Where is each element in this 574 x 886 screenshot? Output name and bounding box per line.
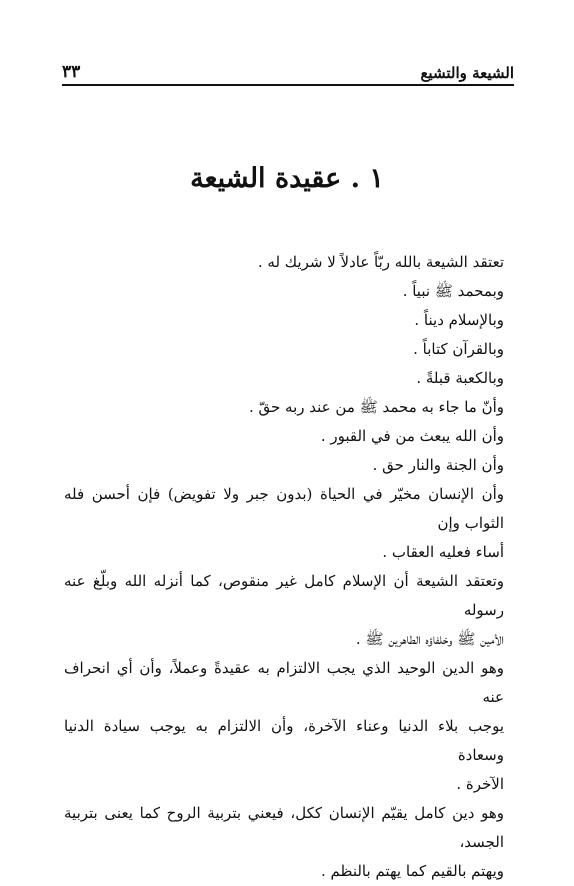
paragraph-book: وبالقرآن كتاباً . — [413, 340, 504, 358]
paragraph-paradise-hell: وأن الجنة والنار حق . — [372, 456, 504, 474]
paragraph-complete-religion-end: ويهتم بالقيم كما يهتم بالنظم . — [321, 862, 504, 880]
paragraph-free-will-end: أساء فعليه العقاب . — [382, 543, 504, 561]
running-header — [62, 60, 514, 84]
running-title: الشيعة والتشيع — [420, 64, 514, 82]
paragraph-belief-in-god: تعتقد الشيعة بالله ربّاً عادلاً لا شريك له . — [257, 253, 504, 271]
paragraph-resurrection: وأن الله يبعث من في القبور . — [320, 427, 504, 445]
paragraph-religion: وبالإسلام ديناً . — [414, 311, 504, 329]
paragraph-commitment: وهو الدين الوحيد الذي يجب الالتزام به عقيدةً وعملاً، وأن أي انحراف عنه — [64, 659, 504, 706]
header-rule — [62, 84, 514, 86]
chapter-title: ١ . عقيدة الشيعة — [190, 163, 384, 194]
paragraph-islam-complete-end: الأمين ﷺ وخلفاؤه الطاهرين ﷺ . — [355, 630, 504, 648]
paragraph-commitment-end: الآخرة . — [456, 775, 504, 793]
paragraph-complete-religion: وهو دين كامل يقيّم الإنسان ككل، فيعني بتربية الروح كما يعنى بتربية الجسد، — [64, 804, 504, 851]
paragraph-qibla: وبالكعبة قبلةً . — [416, 369, 504, 387]
paragraph-free-will: وأن الإنسان مخيّر في الحياة (بدون جبر ولا تفويض) فإن أحسن فله الثواب وإن — [64, 485, 504, 532]
page-number: ٣٣ — [62, 62, 81, 82]
paragraph-prophet: وبمحمد ﷺ نبياً . — [402, 282, 504, 300]
paragraph-revelation: وأنّ ما جاء به محمد ﷺ من عند ربه حقّ . — [248, 398, 504, 416]
paragraph-islam-complete: وتعتقد الشيعة أن الإسلام كامل غير منقوص، كما أنزله الله وبلّغ عنه رسوله — [64, 572, 504, 619]
paragraph-commitment-cont: يوجب بلاء الدنيا وعناء الآخرة، وأن الالتزام به يوجب سيادة الدنيا وسعادة — [64, 717, 504, 764]
body-text — [64, 248, 504, 886]
